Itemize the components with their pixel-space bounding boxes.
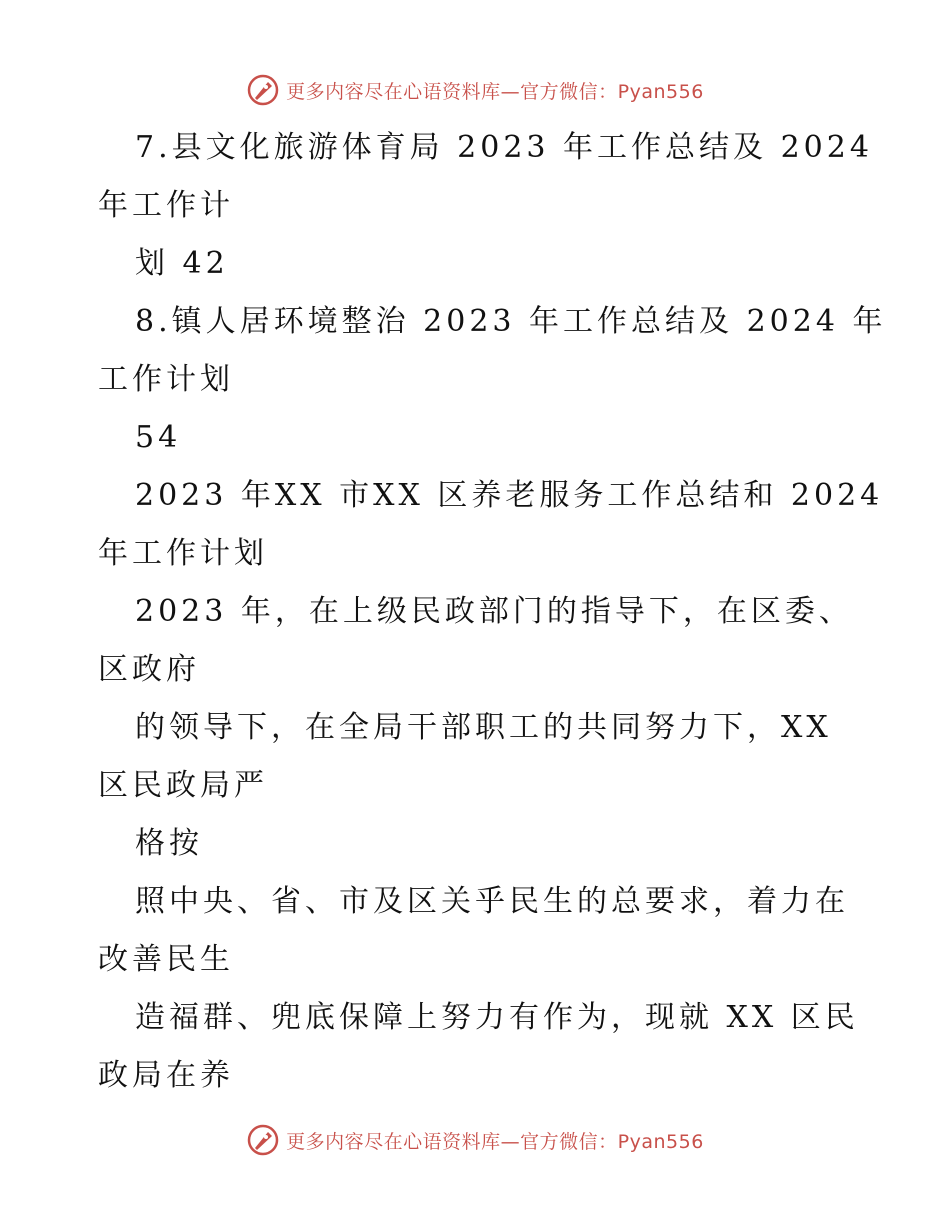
text-line: 工作计划 bbox=[98, 362, 234, 397]
text-line: 照中央、省、市及区关乎民生的总要求，着力在 bbox=[135, 884, 849, 919]
text-line: 格按 bbox=[135, 826, 203, 861]
text-line: 年工作计 bbox=[98, 188, 234, 223]
text-line: 划 42 bbox=[135, 246, 229, 281]
text-line: 年工作计划 bbox=[98, 536, 268, 571]
text-line: 区政府 bbox=[98, 652, 200, 687]
pen-nib-logo-icon bbox=[246, 73, 280, 107]
text-line: 2023 年，在上级民政部门的指导下，在区委、 bbox=[135, 594, 853, 629]
watermark-text: 更多内容尽在心语资料库—官方微信：Pyan556 bbox=[286, 1130, 704, 1153]
footer-watermark bbox=[0, 1120, 950, 1160]
text-line: 改善民生 bbox=[98, 942, 234, 977]
text-line: 区民政局严 bbox=[98, 768, 268, 803]
text-line: 的领导下，在全局干部职工的共同努力下，XX bbox=[135, 710, 832, 745]
watermark-text: 更多内容尽在心语资料库—官方微信：Pyan556 bbox=[286, 80, 704, 103]
text-line: 54 bbox=[135, 420, 182, 455]
header-watermark bbox=[0, 70, 950, 110]
text-line: 7.县文化旅游体育局 2023 年工作总结及 2024 bbox=[135, 130, 873, 165]
text-line: 造福群、兜底保障上努力有作为，现就 XX 区民 bbox=[135, 1000, 859, 1035]
pen-nib-logo-icon bbox=[246, 1123, 280, 1157]
text-line: 8.镇人居环境整治 2023 年工作总结及 2024 年 bbox=[135, 304, 887, 339]
text-line: 2023 年XX 市XX 区养老服务工作总结和 2024 bbox=[135, 478, 884, 513]
text-line: 政局在养 bbox=[98, 1058, 234, 1093]
